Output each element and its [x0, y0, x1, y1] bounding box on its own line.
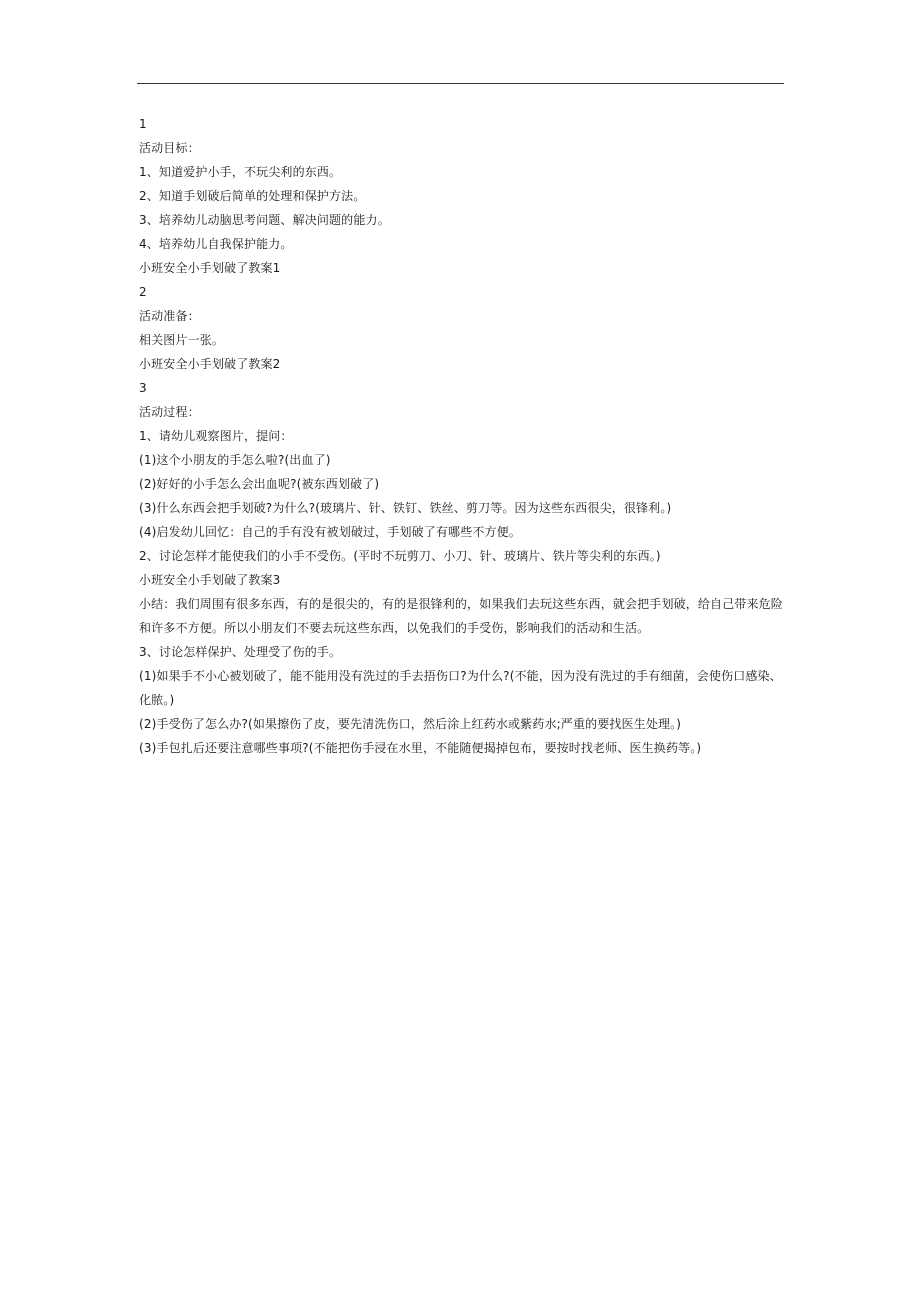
preparation-heading: 活动准备： — [139, 309, 200, 323]
goal-item: 2、知道手划破后简单的处理和保护方法。 — [139, 189, 366, 203]
process-step: 3、讨论怎样保护、处理受了伤的手。 — [139, 645, 342, 659]
document-body — [139, 112, 793, 760]
process-step: 1、请幼儿观察图片，提问： — [139, 429, 293, 443]
goal-item: 1、知道爱护小手，不玩尖利的东西。 — [139, 165, 342, 179]
question-item: (2)好好的小手怎么会出血呢?(被东西划破了) — [139, 477, 380, 491]
question-item: (1)这个小朋友的手怎么啦?(出血了) — [139, 453, 331, 467]
caption-line: 小班安全小手划破了教案2 — [139, 357, 281, 371]
summary-paragraph: 小结：我们周围有很多东西，有的是很尖的，有的是很锋利的，如果我们去玩这些东西，就会把手划破，给自己带来危险和许多不方便。所以小朋友们不要去玩这些东西，以免我们的手受伤，影响我们的活动和生活。 — [139, 597, 783, 635]
section-number-2: 2 — [139, 285, 147, 299]
process-step: 2、讨论怎样才能使我们的小手不受伤。(平时不玩剪刀、小刀、针、玻璃片、铁片等尖利的东西。) — [139, 549, 661, 563]
header-rule — [137, 83, 784, 84]
goals-heading: 活动目标： — [139, 141, 200, 155]
question-item: (3)什么东西会把手划破?为什么?(玻璃片、针、铁钉、铁丝、剪刀等。因为这些东西很尖，很锋利。) — [139, 501, 672, 515]
goal-item: 4、培养幼儿自我保护能力。 — [139, 237, 293, 251]
caption-line: 小班安全小手划破了教案3 — [139, 573, 281, 587]
question-item: (4)启发幼儿回忆：自己的手有没有被划破过，手划破了有哪些不方便。 — [139, 525, 521, 539]
question-item: (1)如果手不小心被划破了，能不能用没有洗过的手去捂伤口?为什么?(不能，因为没有洗过的手有细菌，会使伤口感染、化脓。) — [139, 669, 782, 707]
section-number-3: 3 — [139, 381, 147, 395]
caption-line: 小班安全小手划破了教案1 — [139, 261, 281, 275]
question-item: (3)手包扎后还要注意哪些事项?(不能把伤手浸在水里，不能随便揭掉包布，要按时找老师、医生换药等。) — [139, 741, 702, 755]
goal-item: 3、培养幼儿动脑思考问题、解决问题的能力。 — [139, 213, 390, 227]
question-item: (2)手受伤了怎么办?(如果擦伤了皮，要先清洗伤口，然后涂上红药水或紫药水;严重的要找医生处理。) — [139, 717, 682, 731]
section-number-1: 1 — [139, 117, 147, 131]
process-heading: 活动过程： — [139, 405, 200, 419]
preparation-item: 相关图片一张。 — [139, 333, 225, 347]
